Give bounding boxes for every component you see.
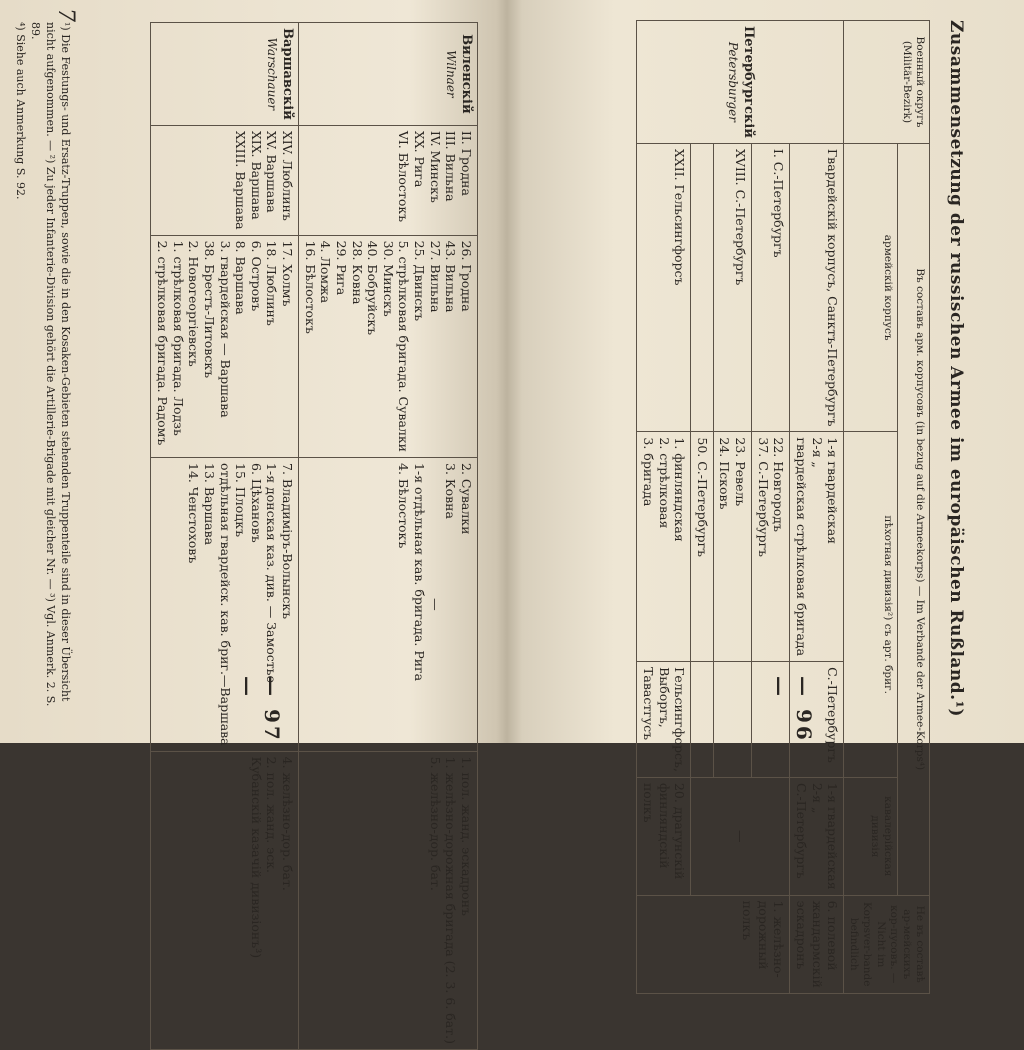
right-page: [514, 0, 1006, 988]
list-item: 26. Гродна: [459, 240, 474, 312]
list-item: 27. Вильна: [427, 240, 443, 313]
district-cell: [151, 23, 299, 126]
list-item: 30. Минскъ: [380, 240, 396, 317]
left-table: [151, 22, 479, 1050]
page-number: — 96 —: [768, 676, 816, 743]
list-item: 2. пол. жанд. эск.: [264, 756, 280, 873]
garrison-cell: [713, 662, 751, 778]
cavalry-cell: —: [691, 777, 790, 895]
list-item: 1. финляндская: [672, 437, 688, 542]
footnote: ⁴) Siehe auch Anmerkung S. 92.: [14, 22, 28, 200]
list-item: 4. Бѣлостокъ: [396, 463, 412, 549]
garrison-cell: Гельсингфорсъ, Выборгъ, Тавастгусъ: [637, 662, 691, 778]
cavalry-cell: [790, 777, 844, 895]
list-item: 24. Псковъ: [717, 437, 733, 510]
divisions-cell: 50. С.-Петербургъ: [691, 432, 714, 662]
list-item: 5. стрѣлковая бригада. Сувалки: [396, 240, 412, 453]
page-title: Zusammensetzung der russischen Armee im europäischen Rußland.¹): [946, 20, 966, 718]
list-item: 1-я отдѣльная кав. бригада. Рига: [412, 463, 428, 682]
list-item: 29. Рига: [334, 240, 349, 296]
notes-cell: [151, 751, 299, 1049]
corps-cell: I. С.-Петербургъ: [752, 143, 790, 431]
corps-cell: [299, 125, 478, 235]
list-item: —: [427, 598, 443, 611]
district-name-de: Warschauer: [264, 37, 279, 111]
corps-cell: Гвардейскій корпусъ, Санктъ-Петербургъ: [790, 143, 844, 431]
list-item: 2. стрѣлковая бригада. Радомъ: [155, 240, 171, 446]
list-item: 3. Ковна: [443, 463, 459, 519]
column-header: Въ составъ арм. корпусовъ (in bezug auf die Armeekorps) — Im Verbande der Armee-Korps⁴): [897, 143, 929, 895]
corps-cell: [151, 125, 299, 235]
list-item: 2. стрѣлковая: [656, 437, 672, 529]
list-item: XX. Рига: [412, 130, 428, 188]
list-item: 8. Варшава: [233, 240, 249, 315]
list-item: 6. Островъ: [248, 240, 264, 312]
left-page: [14, 0, 496, 1045]
page-tag: 7: [53, 8, 78, 22]
list-item: 2. Новогеоргіевскъ: [186, 240, 202, 367]
list-item: 40. Бобруйскъ: [365, 240, 381, 336]
list-item: С.-Петербургъ: [794, 782, 809, 879]
right-page-content: [514, 0, 1006, 988]
garrison-cell: [691, 662, 714, 778]
notes-cell: [299, 751, 478, 1049]
notes-cell: 6. полевой жандармскій эскадронъ: [790, 895, 844, 993]
list-item: XIV. Люблинъ: [280, 130, 296, 221]
list-item: 1-я гвардейская: [825, 437, 841, 545]
list-item: 22. Новгородъ: [771, 437, 787, 532]
corps-cell: [691, 143, 714, 431]
divisions-cell: [299, 235, 478, 457]
cavalry-cell: 20. драгунскій финляндскій полкъ: [637, 777, 691, 895]
list-item: 3. гвардейская — Варшава: [217, 240, 233, 418]
list-item: XXIII. Варшава: [233, 130, 249, 230]
list-item: 38. Брестъ-Литовскъ: [202, 240, 217, 379]
list-item: 16. Бѣлостокъ: [302, 240, 318, 334]
header-row: [897, 21, 929, 994]
list-item: 14. Ченстоховъ: [186, 463, 202, 564]
list-item: 2. Сувалки: [459, 463, 474, 535]
list-item: XIX. Варшава: [248, 130, 264, 220]
divisions-cell: [713, 432, 751, 662]
column-header: кавалерійская дивизія: [844, 777, 897, 895]
list-item: 6. Цѣхановъ: [248, 463, 264, 543]
list-item: 3. бригада: [641, 437, 656, 507]
list-item: 37. С.-Петербургъ: [755, 437, 771, 558]
divisions-cell: [790, 432, 844, 662]
footnotes: [13, 22, 72, 712]
list-item: 18. Люблинъ: [264, 240, 280, 326]
list-item: II. Гродна: [459, 130, 474, 196]
list-item: 25. Двинскъ: [412, 240, 428, 322]
cavalry-cell: [299, 458, 478, 752]
left-page-content: [14, 0, 496, 1045]
table-row: [752, 21, 790, 994]
list-item: 1-я донская каз. див. — Замостье: [264, 463, 280, 683]
table-row: [151, 23, 299, 1050]
list-item: Кубанскій казачій дивизіонъ³): [248, 756, 264, 959]
list-item: 17. Холмъ: [280, 240, 296, 307]
list-item: 43. Вильна: [443, 240, 459, 313]
list-item: 13. Варшава: [202, 463, 217, 546]
right-table: [636, 20, 930, 994]
district-cell: [637, 21, 844, 144]
column-header: пѣхотная дивизія²) съ арт. бриг.: [844, 432, 897, 778]
divisions-cell: [637, 432, 691, 662]
list-item: 7. Владиміръ-Волынскъ: [280, 463, 296, 620]
list-item: 1. стрѣлковая бригада. Лодзь: [170, 240, 186, 436]
column-header: армейскій корпусъ: [844, 143, 897, 431]
footnote: ¹) Die Festungs- und Ersatz-Truppen, sowie die in den Kosaken-Gebieten stehenden Truppenteile sind in dieser Übersicht nicht aufgenommen. — ²) Zu jeder Infanterie-Division gehört die Artillerie-Brigade mit gleicher Nr. — ³) Vgl. Anmerk. 2. S. 89.: [29, 22, 72, 707]
list-item: 2-я „: [809, 782, 825, 814]
district-name: Виленскій: [459, 34, 474, 114]
list-item: VI. Бѣлостокъ: [396, 130, 412, 223]
list-item: 15. Плоцкъ: [233, 463, 249, 538]
list-item: 5. желѣзно-дор. бат.: [427, 756, 443, 891]
list-item: IV. Минскъ: [427, 130, 443, 203]
page-number: — 97 —: [236, 676, 284, 743]
table-row: [299, 23, 478, 1050]
list-item: 1. пол. жанд. эскадронъ: [459, 756, 474, 916]
list-item: 4. Ломжа: [318, 240, 334, 304]
district-name: Петербургскій: [740, 26, 756, 138]
table-row: [790, 21, 844, 994]
corps-cell: XVIII. С.-Петербургъ: [713, 143, 751, 431]
list-item: 23. Ревель: [733, 437, 749, 507]
corps-cell: XXII. Гельсингфорсъ: [637, 143, 691, 431]
garrison-cell: С.-Петербургъ: [790, 662, 844, 778]
table-row: [637, 21, 691, 994]
list-item: III. Вильна: [443, 130, 459, 202]
divisions-cell: [151, 235, 299, 457]
header-row: [844, 21, 897, 994]
divisions-cell: [752, 432, 790, 662]
list-item: 1. желѣзно-дорожная бригада (2. 3. 6. бат.): [443, 756, 459, 1045]
list-item: 2-я „: [809, 437, 825, 468]
district-name-de: Petersburger: [725, 41, 740, 123]
district-name-de: Wilnaer: [443, 50, 458, 98]
column-header: Военный округъ (Militär-Bezirk): [844, 21, 930, 144]
list-item: 28. Ковна: [349, 240, 365, 305]
list-item: гвардейская стрѣлковая бригада: [794, 437, 809, 657]
notes-cell: 1. желѣзно-дорожный полкъ: [637, 895, 790, 993]
list-item: отдѣльная гвардейск. кав. бриг.—Варшава: [217, 463, 233, 746]
list-item: XV. Варшава: [264, 130, 280, 213]
district-name: Варшавскій: [280, 28, 296, 120]
column-header: Не въ составѣ ар-мейскихъ кор-пусовъ. — Nicht im Korpsver-bande befindlich: [844, 895, 930, 993]
district-cell: [299, 23, 478, 126]
list-item: 4. желѣзно-дор. бат.: [280, 756, 296, 891]
list-item: 1-я гвардейская: [825, 782, 841, 890]
